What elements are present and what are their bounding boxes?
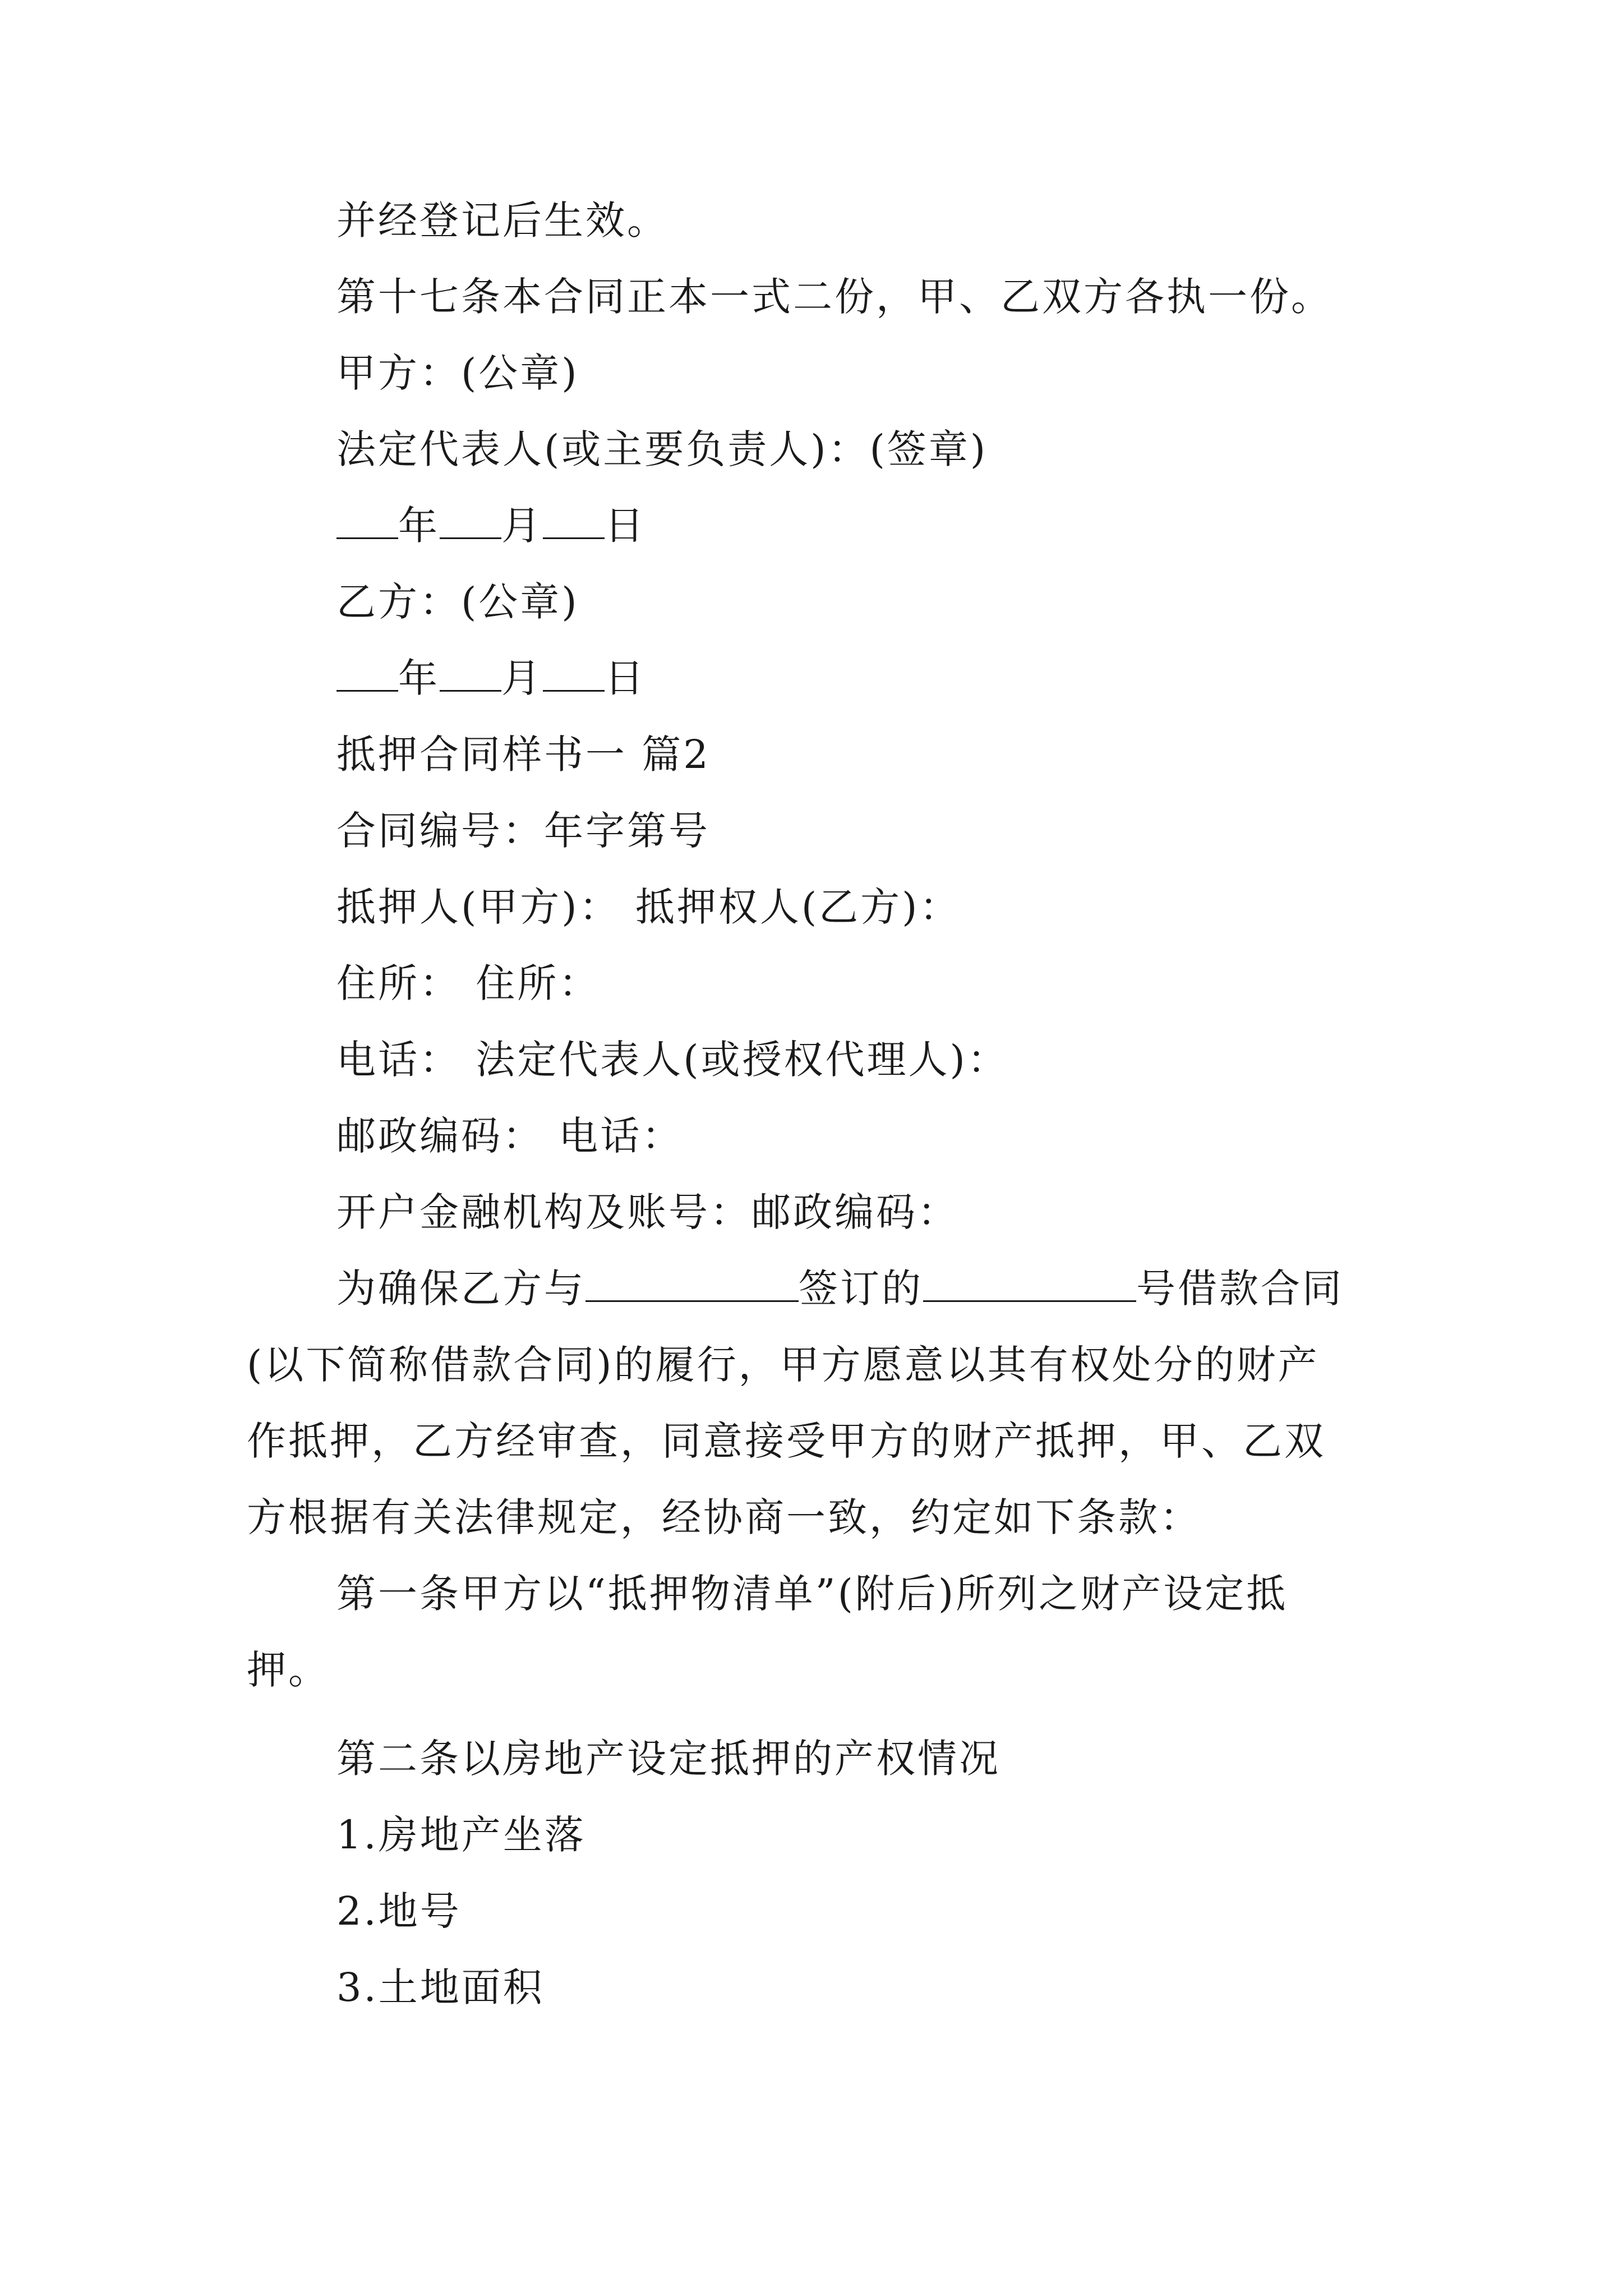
text-line-legal-rep: 法定代表人(或主要负责人)：(签章) <box>336 426 988 472</box>
text-line-effective: 并经登记后生效。 <box>336 197 668 243</box>
text-line-article-1: 第一条甲方以“抵押物清单”(附后)所列之财产设定抵 <box>336 1571 1288 1617</box>
day-label: 日 <box>605 503 646 549</box>
text-line-article-2: 第二条以房地产设定抵押的产权情况 <box>336 1736 1000 1782</box>
text-line-loan-contract: (以下简称借款合同)的履行，甲方愿意以其有权处分的财产 <box>247 1342 1320 1388</box>
day-label: 日 <box>605 655 646 701</box>
day-blank <box>543 655 605 692</box>
month-label: 月 <box>501 655 543 701</box>
text-line-address: 住所： 住所： <box>336 960 601 1006</box>
text-line-party-b-seal: 乙方：(公章) <box>336 579 579 625</box>
text-line-guarantee <box>336 1263 1344 1314</box>
year-blank <box>336 655 398 692</box>
contract-number-blank <box>923 1266 1136 1302</box>
text-line-article-1-end: 押。 <box>247 1647 330 1693</box>
text-line-postcode: 邮政编码： 电话： <box>336 1113 684 1159</box>
month-blank <box>440 503 501 539</box>
list-item-land-area: 3.土地面积 <box>336 1964 545 2010</box>
guarantee-part-1: 为确保乙方与 <box>336 1266 585 1312</box>
year-label: 年 <box>398 503 440 549</box>
text-line-mortgage-review: 作抵押，乙方经审查，同意接受甲方的财产抵押，甲、乙双 <box>247 1418 1326 1464</box>
text-line-agreement: 方根据有关法律规定，经协商一致，约定如下条款： <box>247 1494 1201 1540</box>
day-blank <box>543 503 605 539</box>
text-line-mortgagor: 抵押人(甲方)： 抵押权人(乙方)： <box>336 884 961 930</box>
month-blank <box>440 655 501 692</box>
text-line-contract-number: 合同编号：年字第号 <box>336 808 710 854</box>
date-line-party-a <box>336 500 646 551</box>
year-label: 年 <box>398 655 440 701</box>
list-item-lot-number: 2.地号 <box>336 1888 462 1934</box>
text-line-article-17: 第十七条本合同正本一式二份，甲、乙双方各执一份。 <box>336 274 1332 320</box>
lender-blank <box>585 1266 799 1302</box>
text-line-party-a-seal: 甲方：(公章) <box>336 350 579 396</box>
guarantee-part-2: 签订的 <box>799 1266 923 1312</box>
month-label: 月 <box>501 503 543 549</box>
text-line-phone: 电话： 法定代表人(或授权代理人)： <box>336 1037 1009 1083</box>
date-line-party-b <box>336 653 646 703</box>
year-blank <box>336 503 398 539</box>
section-heading-part-2: 抵押合同样书一 篇2 <box>336 731 711 777</box>
text-line-bank-account: 开户金融机构及账号：邮政编码： <box>336 1189 959 1235</box>
guarantee-part-3: 号借款合同 <box>1136 1266 1344 1312</box>
list-item-location: 1.房地产坐落 <box>336 1812 586 1858</box>
